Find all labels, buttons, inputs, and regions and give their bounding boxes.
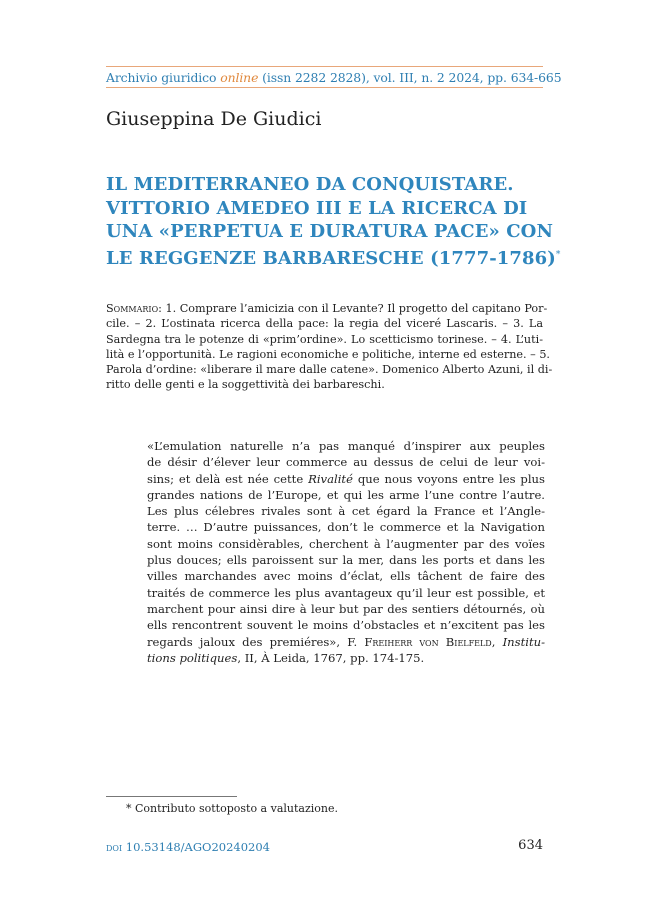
header-rule-top [106,66,543,67]
epigraph-quote [147,438,545,666]
summary-line: lità e l’opportunità. Le ragioni economiche e politiche, interne ed esterne. – 5. [106,347,550,361]
quote-line: tions politiques, II, À Leida, 1767, pp. 174-175. [147,650,425,665]
journal-name: Archivio giuridico [106,70,221,85]
quote-line: «L’emulation naturelle n’a pas manqué d’inspirer aux peuples [147,439,545,453]
summary-line: ritto delle genti e la soggettività dei barbareschi. [106,378,385,392]
doi-label: doi [106,841,123,854]
title-line-last [106,244,561,271]
footnote-rule [106,796,237,797]
quote-line: regards jaloux des premiéres», F. Freiherr von Bielfeld, Institu- [147,634,546,649]
doi-value: 10.53148/AGO20240204 [122,840,270,854]
page-number: 634 [518,838,543,853]
quote-italic-rivalite: Rivalité [308,471,353,486]
doi [106,840,270,854]
journal-issue-info: (issn 2282 2828), vol. III, n. 2 2024, pp. 634-665 [258,70,562,85]
quote-line: marchent pour ainsi dire à leur but par des sentiers détournés, où [147,601,545,616]
quote-line: villes marchandes avec moins d’éclat, ells tâchent de faire des [147,569,545,584]
quote-line: de désir d’élever leur commerce au dessus de celui de leur voi- [147,455,545,470]
title-line: LE REGGENZE BARBARESCHE (1777-1786) [106,247,556,269]
quote-line: terre. … D’autre puissances, don’t le commerce et la Navigation [147,520,545,535]
title-footnote-mark: * [555,249,561,260]
summary-line: Sommario: 1. Comprare l’amicizia con il Levante? Il progetto del capitano Por- [106,302,548,315]
title-line: UNA «PERPETUA E DURATURA PACE» CON [106,221,554,242]
quote-line: traités de commerce les plus avantageux qu’il leur est possible, et [147,585,545,600]
summary-line: cile. – 2. L’ostinata ricerca della pace: la regia del viceré Lascaris. – 3. La [106,317,543,331]
article-title [106,173,561,270]
journal-header [106,70,562,85]
title-line: VITTORIO AMEDEO III E LA RICERCA DI [106,197,528,219]
quote-line: grandes nations de l’Europe, et qui les arme l’une contre l’autre. [147,487,545,502]
summary-line: Parola d’ordine: «liberare il mare dalle catene». Domenico Alberto Azuni, il di- [106,363,553,377]
author-name: Giuseppina De Giudici [106,108,322,130]
quote-line: Les plus célebres rivales sont à cet égard la France et l’Angle- [147,504,545,519]
header-rule-bottom [106,87,543,88]
journal-online: online [220,70,259,85]
quote-line: sins; et delà est née cette Rivalité que nous voyons entre les plus [147,471,545,486]
quote-line: sont moins considèrables, cherchent à l’augmenter par des voïes [147,536,545,551]
title-line: IL MEDITERRANEO DA CONQUISTARE. [106,174,514,195]
summary-line: Sardegna tra le potenze di «prim’ordine». Lo scetticismo torinese. – 4. L’uti- [106,332,543,346]
summary-label: Sommario [106,302,159,315]
quote-line: plus douces; ells paroissent sur la mer, dans les ports et dans les [147,553,545,568]
summary [106,301,553,393]
quote-work-title: tions politiques [147,650,238,665]
footnote: * Contributo sottoposto a valutazione. [126,802,338,815]
quote-author: Freiherr von Bielfeld [364,634,492,649]
quote-work-title: Institu- [502,634,546,649]
quote-line: ells rencontrent souvent le moins d’obstacles et n’excitent pas les [147,618,545,633]
